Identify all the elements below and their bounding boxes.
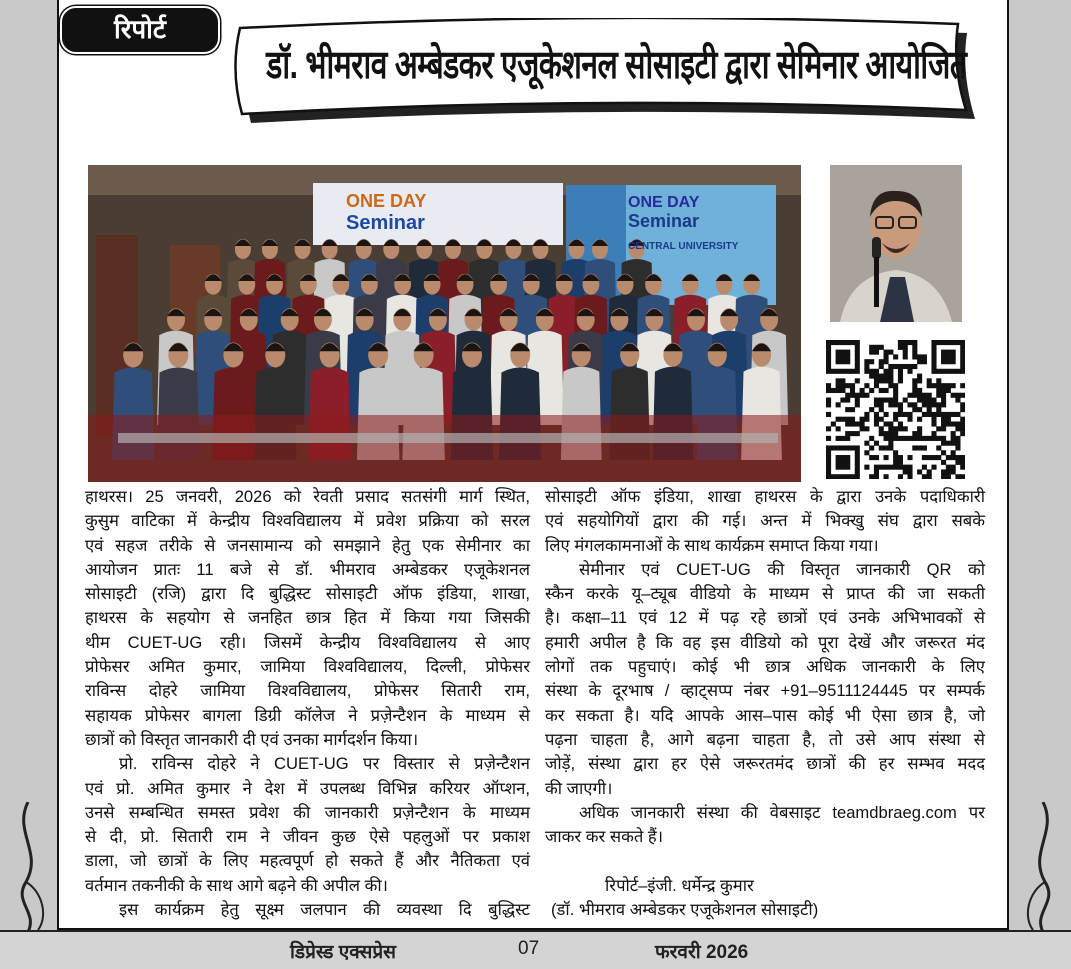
article-line: छात्रों को विस्तृत जानकारी दी एवं उनका मार्गदर्शन किया। [85,729,419,749]
article-line: हाथरस। 25 जनवरी, 2026 को रेवती प्रसाद सतसंगी मार्ग स्थित, [85,487,530,506]
article-line: सोसाइटी ऑफ इंडिया, शाखा हाथरस के द्वारा उनके पदाधिकारी [545,487,985,506]
article-line: इस कार्यक्रम हेतु सूक्ष्म जलपान की व्यवस्था दि बुद्धिस्ट [119,900,530,920]
article-line: प्रो. राविन्स दोहरे ने CUET-UG पर विस्तार से प्रज़ेन्टैशन [119,754,530,774]
article-line: एवं प्रो. अमित कुमार ने देश में उपलब्ध विभिन्न करियर ऑप्शन, [85,778,530,798]
article-line: जोड़ें, संस्था द्वारा हर ऐसे जरूरतमंद छात्रों की हर सम्भव मदद [545,754,985,774]
banner-text-2: Seminar [628,211,700,231]
corner-ornament-left-icon [8,802,48,932]
headline-banner [232,18,977,124]
article-line: हमारी अपील है कि वह इस वीडियो को पूरा देखें और जरूरत मंद [545,632,985,652]
corner-ornament-right-icon [1023,802,1063,932]
issue-date: फरवरी 2026 [655,942,749,963]
publication-name: डिप्रेस्ड एक्सप्रेस [290,942,396,963]
article-line: कुसुम वाटिका में केन्द्रीय विश्वविद्यालय में प्रवेश प्रक्रिया को सरल [85,511,530,531]
page-number: 07 [518,938,540,959]
article-line: हाथरस के सहयोग से जनहित छात्र हित में किया गया जिसकी [85,608,530,628]
section-tag: रिपोर्ट [60,6,220,54]
article-line: थीम CUET-UG रही। जिसमें केन्द्रीय विश्वविद्यालय से आए [85,632,530,652]
youtube-qr-code[interactable] [826,340,965,479]
microphone-icon [872,237,881,259]
article-line: डाला, जो छात्रों के लिए महत्वपूर्ण हो सकते हैं और नैतिकता एवं [85,851,530,871]
article-line: कर सकता है। यदि आपके आस–पास कोई भी ऐसा छात्र है, जो [545,705,985,725]
article-line: आयोजन प्रातः 11 बजे से डॉ. भीमराव अम्बेडकर एजूकेशनल [85,559,530,579]
article-line: लोगों तक पहुचाएं। कोई भी छात्र अधिक जानकारी के लिए [545,657,985,677]
article-line: जाकर कर सकते हैं। [545,827,664,847]
group-photo-illustration [88,165,801,482]
organisation-credit: (डॉ. भीमराव अम्बेडकर एजूकेशनल सोसाइटी) [551,900,819,920]
article-line: पढ़ना चाहता है, आगे बढ़ना चाहता है, तो उसे आप संस्था से [545,729,985,749]
article-line: वर्तमान तकनीकी के साथ आगे बढ़ने की अपील की। [85,875,388,895]
article-line: एवं सहज तरीके से जनसामान्य को समझाने हेतु एक सेमीनार का [85,535,530,555]
screen-text-2: Seminar [346,212,425,234]
article-line: सेमीनार एवं CUET-UG की विस्तृत जानकारी QR को [579,559,985,579]
banner-text-3: CENTRAL UNIVERSITY [628,241,739,252]
speaker-illustration [830,165,962,322]
reporter-credit: रिपोर्ट–इंजी. धर्मेन्द्र कुमार [605,875,754,895]
qr-code-pattern [826,340,965,479]
article-line: राविन्स दोहरे जामिया विश्वविद्यालय, प्रोफेसर सितारी राम, [85,681,530,701]
article-line: सहायक प्रोफेसर बागला डिग्री कॉलेज ने प्रज़ेन्टैशन के माध्यम से [85,705,530,725]
speaker-portrait-photo [830,165,962,322]
event-group-photo [88,165,801,482]
banner-text-1: ONE DAY [628,194,700,211]
article-line: लिए मंगलकामनाओं के साथ कार्यक्रम समाप्त किया गया। [545,535,879,555]
article-line: सोसाइटी (रजि) द्वारा दि बुद्धिस्ट सोसाइटी ऑफ इंडिया, शाखा, [85,584,530,604]
article-line: स्कैन करके यू–ट्यूब वीडियो के माध्यम से प्राप्त की जा सकती [545,584,985,604]
article-line: प्रोफेसर अमित कुमार, जामिया विश्वविद्यालय, दिल्ली, प्रोफेसर [85,657,530,677]
article-line: अधिक जानकारी संस्था की वेबसाइट teamdbraeg.com पर [579,802,985,822]
article-column-right [545,485,985,922]
headline-title: डॉ. भीमराव अम्बेडकर एजूकेशनल सोसाइटी द्वारा सेमिनार आयोजित [266,42,967,87]
article-line: उनसे सम्बन्धित समस्त प्रवेश की जानकारी प्रज़ेन्टैशन के माध्यम [85,802,530,822]
screen-text-1: ONE DAY [346,191,427,211]
article-line: संस्था के दूरभाष / व्हाट्सप्प नंबर +91–9511124445 पर सम्पर्क [545,681,985,701]
article-line: एवं सहयोगियों द्वारा की गई। अन्त में भिक्खु संघ द्वारा सबके [545,511,985,531]
article-line: की जाएगी। [545,778,613,798]
article-line: से दी, प्रो. सितारी राम ने जीवन कुछ ऐसे पहलुओं पर प्रकाश [85,827,530,847]
article-column-left [85,485,530,922]
article-line: है। कक्षा–11 एवं 12 में पढ़ रहे छात्रों एवं उनके अभिभावकों से [545,608,985,628]
